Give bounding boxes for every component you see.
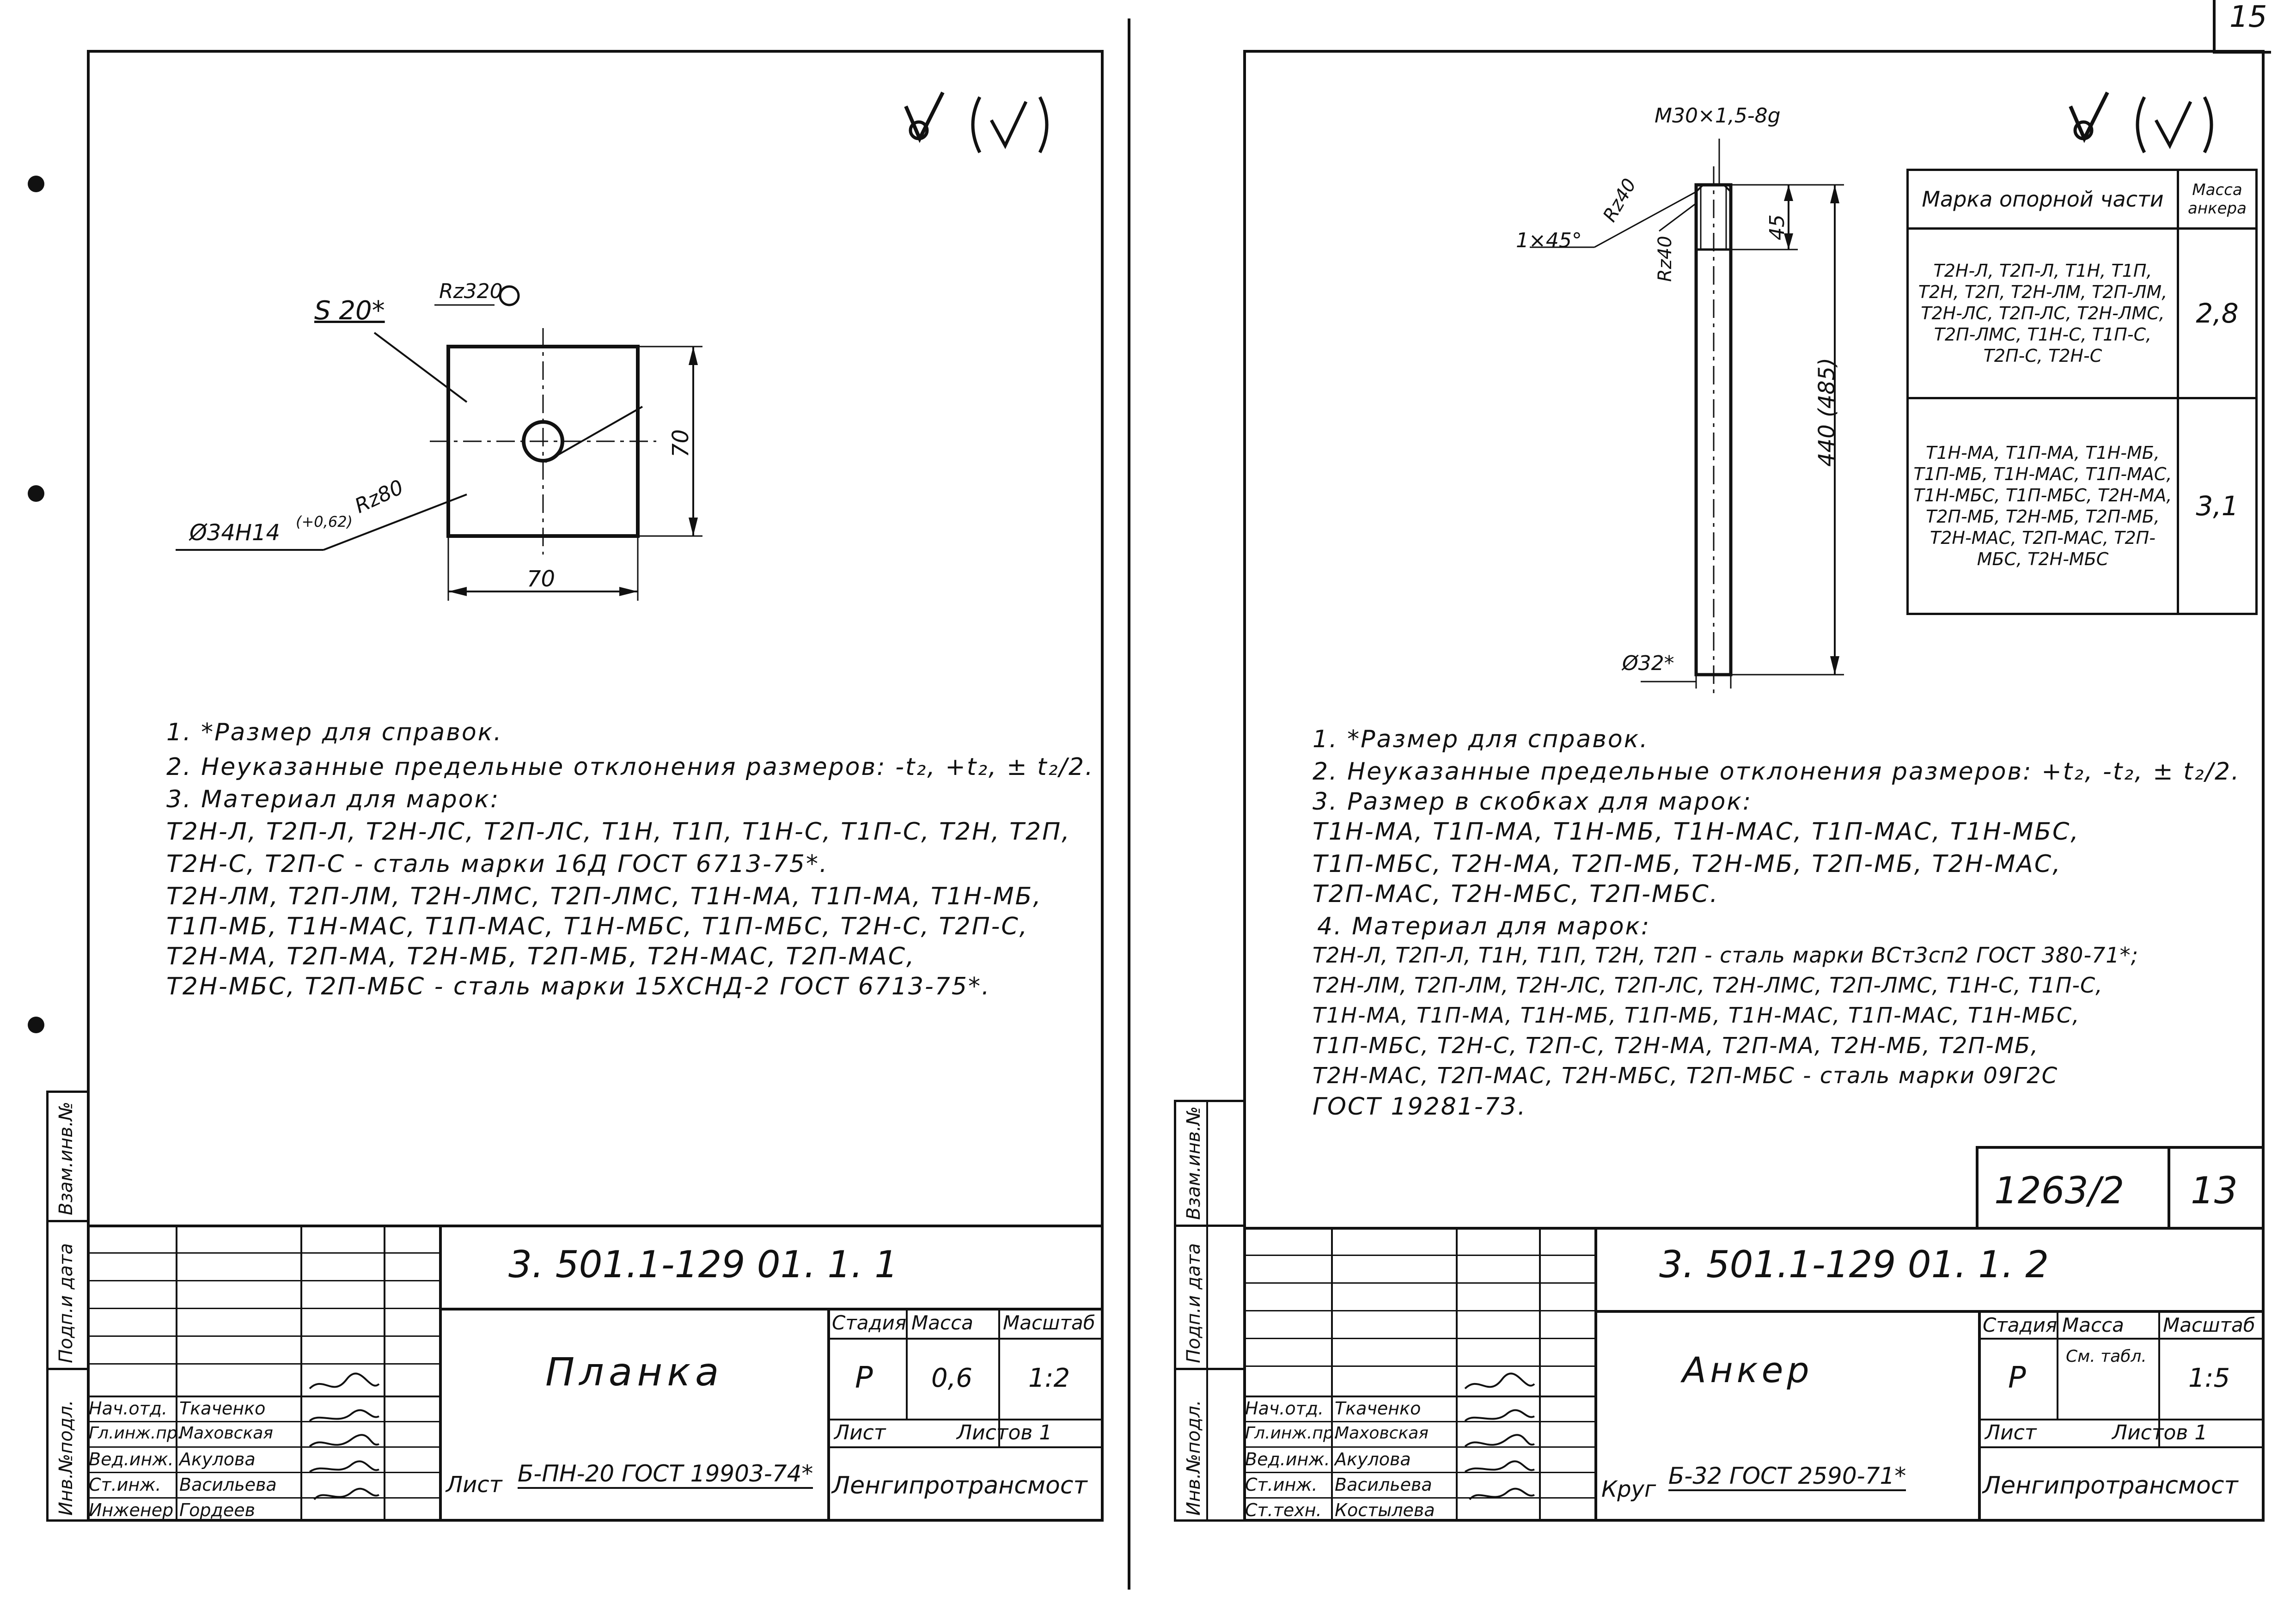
punch-hole [28, 176, 44, 192]
left-stage: Р [855, 1361, 873, 1395]
anchor-length-label: 440 (485) [1814, 358, 1840, 467]
left-stage-header: Стадия [832, 1311, 907, 1334]
plate-thickness-label: S 20* [314, 296, 385, 326]
right-note: Т2Н-ЛМ, Т2П-ЛМ, Т2Н-ЛС, Т2П-ЛС, Т2Н-ЛМС, Т2П-ЛМС, Т1Н-С, Т1П-С, [1313, 973, 2103, 998]
right-sig-name: Васильева [1335, 1475, 1432, 1495]
left-note: Т2Н-ЛМ, Т2П-ЛМ, Т2Н-ЛМС, Т2П-ЛМС, Т1Н-МА, Т1П-МА, Т1Н-МБ, [166, 883, 1042, 910]
right-scale: 1:5 [2188, 1363, 2230, 1393]
mass-table-marks: Т2Н-Л, Т2П-Л, Т1Н, Т1П, Т2Н, Т2П, Т2Н-ЛМ, Т2П-ЛМ, Т2Н-ЛС, Т2П-ЛС, Т2Н-ЛМС, Т2П-ЛМС, Т1Н-С, Т1П-С, Т2П-С, Т2Н-С [1908, 229, 2178, 398]
left-note: Т2Н-Л, Т2П-Л, Т2Н-ЛС, Т2П-ЛС, Т1Н, Т1П, Т1Н-С, Т1П-С, Т2Н, Т2П, [166, 818, 1071, 846]
left-sheets-label: Листов 1 [957, 1421, 1052, 1445]
left-note: Т2Н-МБС, Т2П-МБС - сталь марки 15ХСНД-2 ГОСТ 6713-75*. [166, 973, 991, 1000]
right-sig-role: Гл.инж.пр. [1245, 1424, 1339, 1443]
right-note: 4. Материал для марок: [1317, 913, 1651, 940]
left-part-name: Планка [545, 1349, 724, 1395]
plate-height-dim: 70 [668, 429, 694, 457]
mass-table-mass: 3,1 [2178, 398, 2257, 614]
anchor-diameter-label: Ø32* [1622, 652, 1674, 675]
right-sig-role: Ст.техн. [1245, 1500, 1322, 1520]
right-note: Т1П-МБС, Т2Н-МА, Т2П-МБ, Т2Н-МБ, Т2П-МБ, Т2Н-МАС, [1313, 850, 2062, 878]
left-side-inv: Инв.№подл. [55, 1400, 77, 1516]
plate-hole-tolerance: (+0,62) [296, 513, 353, 530]
left-designation: 3. 501.1-129 01. 1. 1 [508, 1243, 898, 1286]
left-scale: 1:2 [1028, 1363, 1070, 1393]
right-side-inv: Инв.№подл. [1183, 1400, 1204, 1516]
right-sig-role: Вед.инж. [1245, 1449, 1330, 1469]
left-sig-name: Ткаченко [179, 1398, 266, 1419]
right-roughness-icon [2066, 88, 2223, 162]
left-sheet-label: Лист [834, 1421, 886, 1445]
right-designation: 3. 501.1-129 01. 1. 2 [1659, 1243, 2049, 1286]
right-mass: См. табл. [2066, 1347, 2147, 1366]
plate-roughness-top: Rz320 [439, 280, 503, 303]
left-side-vzam: Взам.инв.№ [55, 1101, 77, 1215]
right-side-podp: Подп.и дата [1183, 1243, 1204, 1363]
right-sig-role: Ст.инж. [1245, 1475, 1318, 1495]
right-part-name: Анкер [1682, 1349, 1813, 1390]
mass-table-mass: 2,8 [2178, 229, 2257, 398]
anchor-thread-label: M30×1,5-8g [1655, 104, 1781, 128]
mass-table-header-mark: Марка опорной части [1908, 170, 2178, 229]
right-mass-header: Масса [2062, 1314, 2124, 1336]
right-side-vzam: Взам.инв.№ [1183, 1106, 1204, 1220]
left-sig-role: Инженер [89, 1500, 174, 1520]
left-note: 2. Неуказанные предельные отклонения размеров: -t₂, +t₂, ± t₂/2. [166, 753, 1094, 781]
right-stage-header: Стадия [1983, 1314, 2058, 1336]
plate-drawing [176, 277, 776, 647]
right-note: Т1П-МБС, Т2Н-С, Т2П-С, Т2Н-МА, Т2П-МА, Т2Н-МБ, Т2П-МБ, [1313, 1033, 2039, 1059]
left-note: Т2Н-С, Т2П-С - сталь марки 16Д ГОСТ 6713-75*. [166, 850, 829, 878]
anchor-thread-length: 45 [1765, 214, 1789, 240]
right-note: 2. Неуказанные предельные отклонения размеров: +t₂, -t₂, ± t₂/2. [1313, 758, 2241, 786]
plate-hole-label: Ø34H14 [189, 520, 281, 546]
left-material-prefix: Лист [446, 1472, 502, 1498]
left-scale-header: Масштаб [1003, 1311, 1095, 1334]
right-sheet-label: Лист [1985, 1421, 2037, 1445]
anchor-chamfer-label: 1×45° [1516, 229, 1582, 252]
right-scale-header: Масштаб [2163, 1314, 2255, 1336]
right-note: Т2Н-Л, Т2П-Л, Т1Н, Т1П, Т2Н, Т2П - сталь марки ВСт3сп2 ГОСТ 380-71*; [1313, 943, 2139, 968]
right-stage: Р [2008, 1361, 2026, 1395]
plate-width-dim: 70 [527, 566, 556, 592]
right-sheets-label: Листов 1 [2112, 1421, 2208, 1445]
plate-roughness-hole: Rz80 [351, 475, 407, 518]
mass-table-header-mass: Масса анкера [2178, 170, 2257, 229]
left-note: 3. Материал для марок: [166, 786, 500, 813]
left-side-podp: Подп.и дата [55, 1243, 77, 1363]
left-mass-header: Масса [911, 1311, 973, 1334]
right-note: Т2Н-МАС, Т2П-МАС, Т2Н-МБС, Т2П-МБС - сталь марки 09Г2С [1313, 1063, 2058, 1089]
right-note: Т1Н-МА, Т1П-МА, Т1Н-МБ, Т1П-МБ, Т1Н-МАС, Т1П-МАС, Т1Н-МБС, [1313, 1003, 2080, 1028]
left-note: Т2Н-МА, Т2П-МА, Т2Н-МБ, Т2П-МБ, Т2Н-МАС, Т2П-МАС, [166, 943, 916, 970]
left-material: Б-ПН-20 ГОСТ 19903-74* [518, 1460, 813, 1489]
left-sig-name: Акулова [179, 1449, 256, 1469]
right-note: 1. *Размер для справок. [1313, 725, 1649, 753]
left-sig-role: Ст.инж. [89, 1475, 161, 1495]
right-sig-role: Нач.отд. [1245, 1398, 1324, 1419]
left-note: Т1П-МБ, Т1Н-МАС, Т1П-МАС, Т1Н-МБС, Т1П-МБС, Т2Н-С, Т2П-С, [166, 913, 1029, 940]
right-signatures-icon [1460, 1370, 1539, 1518]
right-note: 3. Размер в скобках для марок: [1313, 788, 1753, 816]
left-sig-name: Маховская [179, 1424, 273, 1443]
right-note: Т2П-МАС, Т2Н-МБС, Т2П-МБС. [1313, 880, 1719, 908]
right-note: Т1Н-МА, Т1П-МА, Т1Н-МБ, Т1Н-МАС, Т1П-МАС, Т1Н-МБС, [1313, 818, 2080, 846]
stamp-page: 13 [2191, 1169, 2238, 1212]
left-sig-name: Васильева [179, 1475, 277, 1495]
right-sig-name: Акулова [1335, 1449, 1411, 1469]
left-note: 1. *Размер для справок. [166, 719, 503, 746]
right-note: ГОСТ 19281-73. [1313, 1093, 1527, 1121]
left-signatures-icon [305, 1370, 384, 1518]
left-organization: Ленгипротрансмост [832, 1472, 1087, 1499]
right-organization: Ленгипротрансмост [1983, 1472, 2238, 1499]
anchor-roughness-top: Rz40 [1599, 175, 1641, 226]
left-sig-role: Гл.инж.пр. [89, 1424, 183, 1443]
right-sig-name: Маховская [1335, 1424, 1429, 1443]
right-material-prefix: Круг [1601, 1476, 1656, 1502]
punch-hole [28, 1017, 44, 1033]
left-sig-role: Нач.отд. [89, 1398, 168, 1419]
fold-line [1128, 18, 1130, 1590]
anchor-roughness-side: Rz40 [1655, 236, 1676, 282]
right-sig-name: Ткаченко [1335, 1398, 1421, 1419]
right-material: Б-32 ГОСТ 2590-71* [1668, 1463, 1906, 1491]
sheet-number: 15 [2229, 0, 2267, 34]
sheet-number-box [2213, 0, 2271, 54]
anchor-mass-table [1906, 169, 2258, 615]
left-sig-role: Вед.инж. [89, 1449, 174, 1469]
mass-table-marks: Т1Н-МА, Т1П-МА, Т1Н-МБ, Т1П-МБ, Т1Н-МАС, Т1П-МАС, Т1Н-МБС, Т1П-МБС, Т2Н-МА, Т2П-МБ, Т2Н-МБ, Т2П-МБ, Т2Н-МАС, Т2П-МАС, Т2П-МБС, Т2Н-МБС [1908, 398, 2178, 614]
right-sig-name: Костылева [1335, 1500, 1435, 1520]
left-roughness-icon [901, 88, 1058, 162]
punch-hole [28, 485, 44, 502]
left-mass: 0,6 [931, 1363, 973, 1393]
left-sig-name: Гордеев [179, 1500, 255, 1520]
stamp-number: 1263/2 [1994, 1169, 2125, 1212]
